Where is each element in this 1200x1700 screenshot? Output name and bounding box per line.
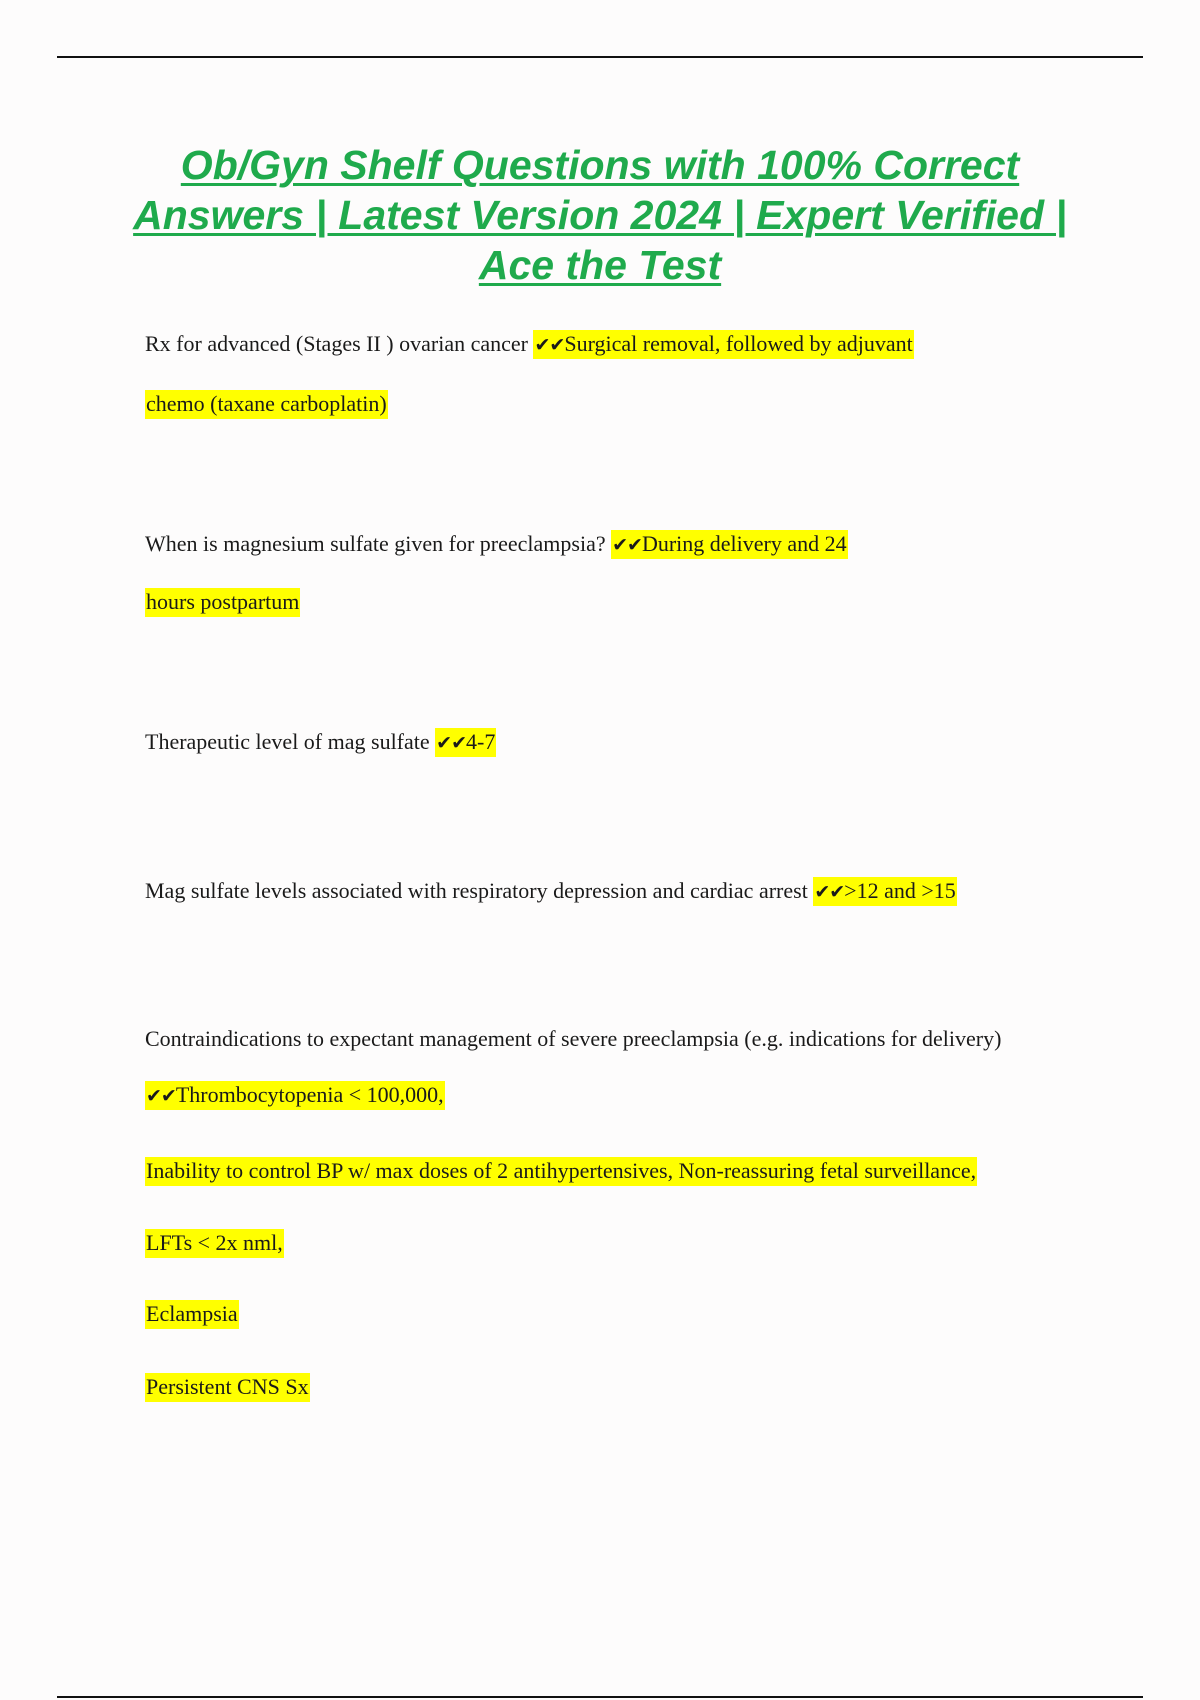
answer-text: LFTs < 2x nml,: [145, 1229, 284, 1258]
answer-text: Thrombocytopenia < 100,000,: [175, 1082, 444, 1107]
qa-item-2-line-1: [145, 530, 848, 559]
answer-text: During delivery and 24: [641, 531, 847, 556]
double-check-icon: ✔✔: [612, 534, 642, 556]
qa-item-2-line-2: [145, 588, 300, 616]
answer-highlight: [813, 877, 956, 906]
double-check-icon: ✔✔: [436, 732, 466, 754]
qa-item-5-answer-line-2: [145, 1157, 977, 1185]
top-rule: [57, 56, 1143, 58]
qa-item-5-answer-line-1: [145, 1081, 445, 1110]
qa-item-1-line-2: [145, 390, 388, 418]
qa-item-4-line-1: [145, 877, 957, 906]
answer-text: Eclampsia: [145, 1300, 239, 1329]
question-text: Rx for advanced (Stages II ) ovarian cancer: [145, 331, 528, 356]
answer-text: >12 and >15: [844, 878, 956, 903]
question-text: Contraindications to expectant management of severe preeclampsia (e.g. indications for delivery): [145, 1026, 1002, 1051]
answer-text: hours postpartum: [145, 588, 300, 617]
double-check-icon: ✔✔: [146, 1085, 176, 1107]
double-check-icon: ✔✔: [814, 881, 845, 903]
page-title: Ob/Gyn Shelf Questions with 100% Correct Answers | Latest Version 2024 | Expert Verified | Ace the Test: [133, 142, 1067, 288]
qa-item-1-line-1: [145, 330, 914, 359]
answer-highlight: [533, 330, 913, 359]
question-text: Therapeutic level of mag sulfate: [145, 729, 430, 754]
double-check-icon: ✔✔: [534, 334, 565, 356]
qa-item-3-line-1: [145, 728, 496, 757]
question-text: When is magnesium sulfate given for preeclampsia?: [145, 531, 606, 556]
answer-highlight: [435, 728, 496, 757]
answer-text: Surgical removal, followed by adjuvant: [564, 331, 913, 356]
question-text: Mag sulfate levels associated with respiratory depression and cardiac arrest: [145, 878, 808, 903]
answer-text: 4-7: [466, 729, 496, 754]
answer-text: Persistent CNS Sx: [145, 1373, 310, 1402]
answer-text: chemo (taxane carboplatin): [145, 390, 388, 419]
qa-item-5-answer-line-3: [145, 1229, 284, 1257]
answer-highlight: [145, 1081, 445, 1110]
bottom-rule: [57, 1696, 1143, 1698]
qa-item-5-answer-line-4: [145, 1300, 239, 1328]
qa-item-5-answer-line-5: [145, 1373, 310, 1401]
answer-highlight: [611, 530, 848, 559]
qa-item-5-question: [145, 1025, 1001, 1053]
answer-text: Inability to control BP w/ max doses of 2 antihypertensives, Non-reassuring fetal surveillance,: [145, 1157, 977, 1186]
